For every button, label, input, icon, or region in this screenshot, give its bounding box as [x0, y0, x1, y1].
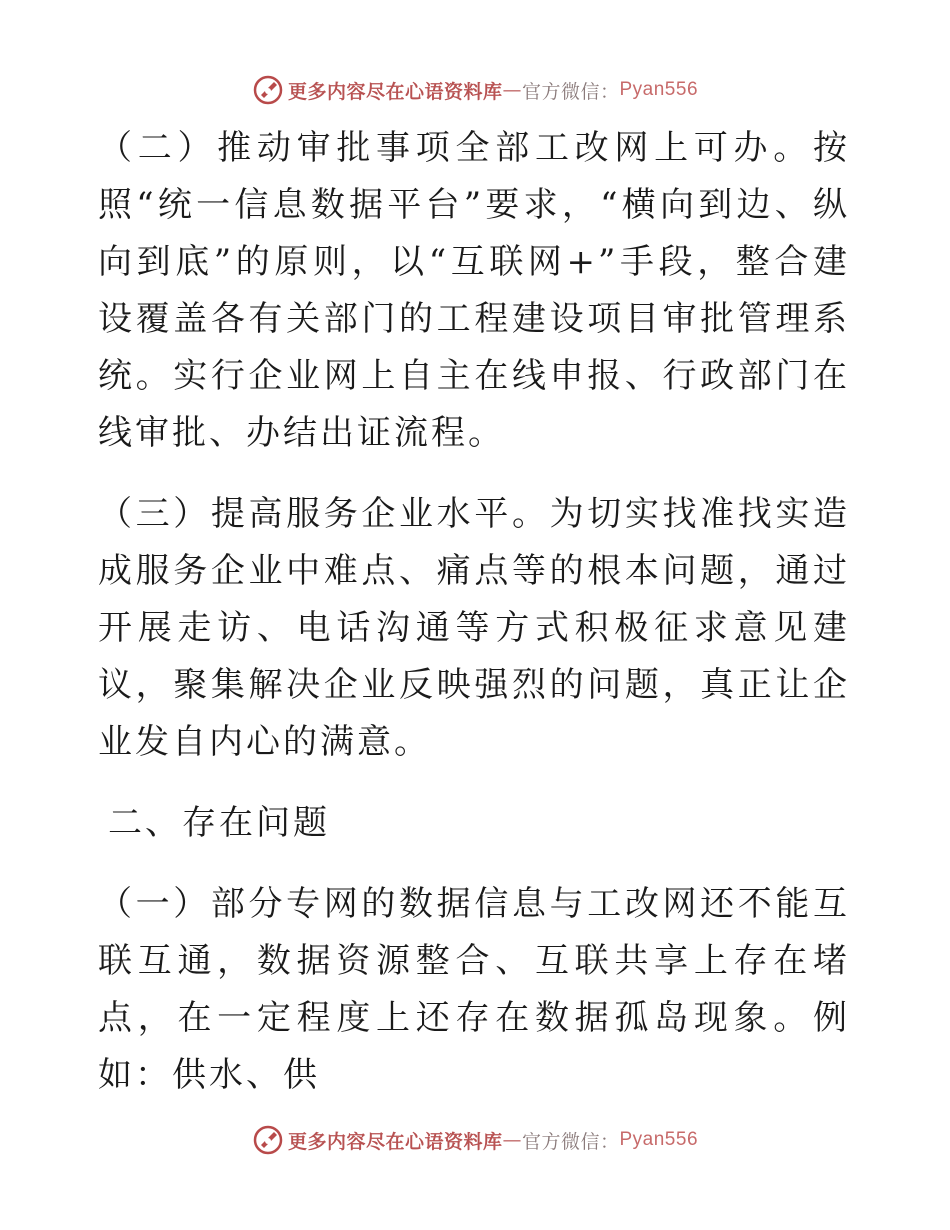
footer-wechat-id: Pyan556	[619, 1129, 699, 1150]
header-banner	[0, 74, 950, 106]
brand-logo-icon	[252, 74, 284, 106]
header-dash: —	[502, 79, 522, 101]
footer-dash: —	[502, 1129, 522, 1151]
header-wechat-label: 官方微信：	[521, 80, 620, 103]
footer-banner	[0, 1124, 950, 1156]
header-wechat-id: Pyan556	[619, 79, 699, 100]
section-heading: 二、存在问题	[108, 803, 330, 843]
header-brand-text: 更多内容尽在心语资料库	[287, 80, 503, 103]
paragraph-2: （二）推动审批事项全部工改网上可办。按照“统一信息数据平台”要求，“横向到边、纵向到底”的原则，以“互联网+”手段，整合建设覆盖各有关部门的工程建设项目审批管理系统。实行企业网上自主在线申报、行政部门在线审批、办结出证流程。	[98, 128, 850, 453]
brand-logo-icon	[252, 1124, 284, 1156]
document-body	[98, 120, 850, 1104]
paragraph-problem-1: （一）部分专网的数据信息与工改网还不能互联互通，数据资源整合、互联共享上存在堵点，在一定程度上还存在数据孤岛现象。例如：供水、供	[98, 884, 850, 1095]
paragraph-3: （三）提高服务企业水平。为切实找准找实造成服务企业中难点、痛点等的根本问题，通过开展走访、电话沟通等方式积极征求意见建议，聚集解决企业反映强烈的问题，真正让企业发自内心的满意。	[98, 494, 850, 762]
footer-brand-text: 更多内容尽在心语资料库	[287, 1130, 503, 1153]
footer-wechat-label: 官方微信：	[521, 1130, 620, 1153]
